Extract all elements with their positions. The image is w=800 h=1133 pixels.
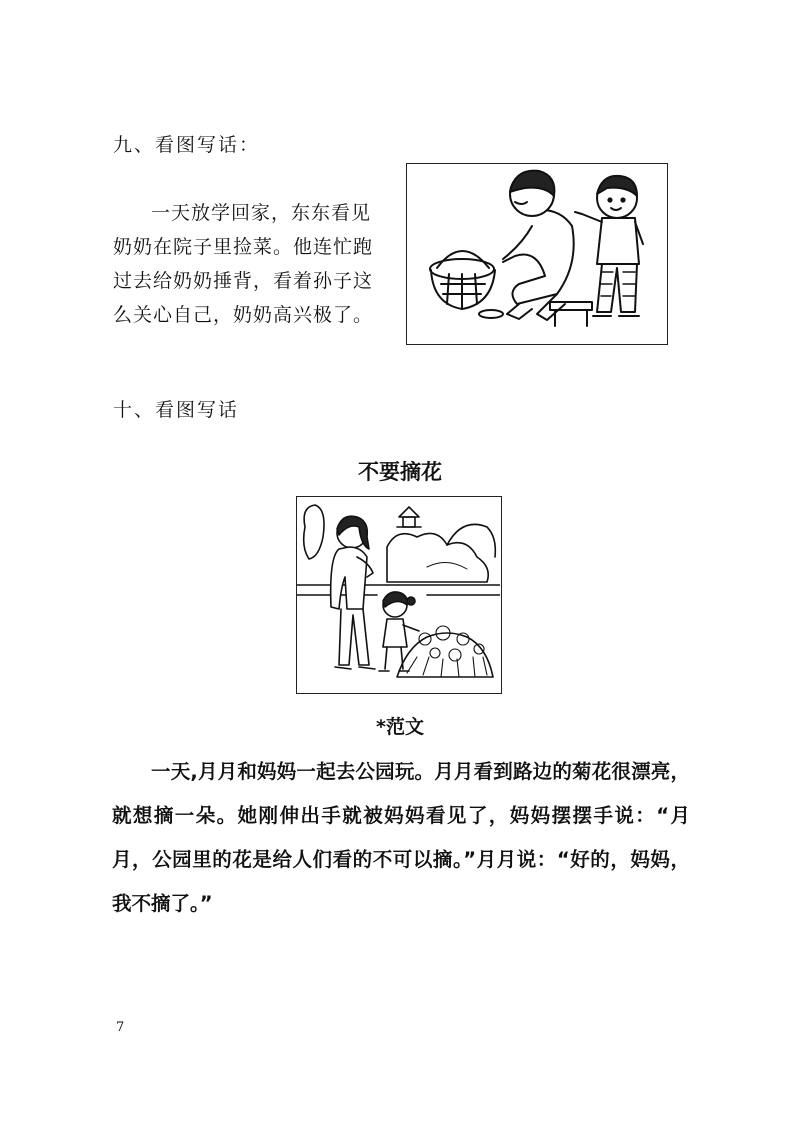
section-10-heading: 十、看图写话 xyxy=(113,399,240,421)
section-9-heading: 九、看图写话： xyxy=(113,134,261,156)
sample-essay xyxy=(112,750,690,926)
section-9-story-text: 一天放学回家，东东看见奶奶在院子里捡菜。他连忙跑过去给奶奶捶背，看着孙子这么关心自己，奶奶高兴极了。 xyxy=(113,202,374,326)
grandma-picture xyxy=(406,163,668,345)
page-number: 7 xyxy=(116,1020,125,1035)
mother-daughter-flowers-illustration xyxy=(297,497,500,692)
sample-essay-text: 一天,月月和妈妈一起去公园玩。月月看到路边的菊花很漂亮，就想摘一朵。她刚伸出手就被妈妈看见了，妈妈摆摆手说：“月月，公园里的花是给人们看的不可以摘。”月月说：“好的，妈妈，我不摘了。” xyxy=(112,760,690,915)
grandma-grandson-illustration xyxy=(407,164,666,343)
sample-essay-label: *范文 xyxy=(376,716,424,738)
picture-title: 不要摘花 xyxy=(358,460,442,484)
flower-picture xyxy=(296,496,502,694)
section-9-story xyxy=(113,196,385,332)
